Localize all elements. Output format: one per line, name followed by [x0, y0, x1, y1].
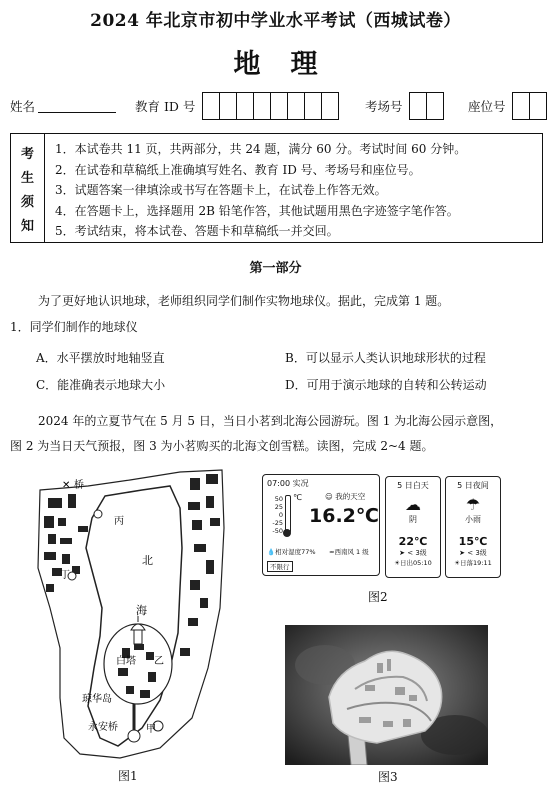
restriction-badge: 不限行	[267, 561, 293, 572]
map-label-bei: 北	[142, 554, 153, 567]
id-label: 教育 ID 号	[135, 99, 196, 114]
map-label-baita: 白塔	[116, 656, 136, 667]
exam-title: 2024 年北京市初中学业水平考试（西城试卷）	[90, 11, 461, 31]
sunset: ☀日落19:11	[454, 559, 492, 567]
question-intro-2-cont: 图 2 为当日天气预报，图 3 为小茗购买的北海文创雪糕。读图，完成 2~4 题。	[10, 439, 434, 453]
notice-list	[55, 139, 538, 242]
notice-item: 2．在试卷和草稿纸上准确填写姓名、教育 ID 号、考场号和座位号。	[55, 162, 421, 177]
weather-day-card	[385, 476, 441, 578]
day-title: 5 日白天	[397, 481, 429, 490]
section-heading: 第一部分	[249, 261, 302, 276]
option-c: C．能准确表示地球大小	[36, 378, 166, 392]
night-temp: 15℃	[458, 535, 488, 548]
notice-item: 4．在答题卡上，选择题用 2B 铅笔作答，其他试题用黑色字迹签字笔作答。	[55, 203, 459, 218]
map-label-yi: 乙	[154, 656, 164, 667]
day-temp: 22℃	[398, 535, 428, 548]
question-intro: 为了更好地认识地球，老师组织同学们制作实物地球仪。据此，完成第 1 题。	[38, 294, 450, 308]
notice-side-label: 考 生 须 知	[11, 134, 45, 242]
weather-now-card: 07:00 实况 ☺ 我的天空 50 25 0 -25 -50 ℃ 16.2℃ 💧相对湿度77% ≈西南风 1 级 不限行	[262, 474, 380, 576]
my-sky-label: ☺ 我的天空	[325, 492, 366, 501]
night-wind: ➤ < 3级	[459, 549, 487, 557]
weather-night-card	[445, 476, 501, 578]
question-stem: 1．同学们制作的地球仪	[10, 320, 138, 334]
map-label-qionghuadao: 琼华岛	[82, 694, 112, 705]
figure-2-caption: 图2	[368, 590, 388, 604]
figure-3-caption: 图3	[378, 770, 398, 784]
ice-cream-photo	[285, 625, 488, 765]
subject-title: 地理	[233, 49, 348, 80]
figure-1-caption: 图1	[118, 769, 138, 783]
day-wind: ➤ < 3级	[399, 549, 427, 557]
humidity-text: 💧相对湿度77%	[267, 548, 316, 556]
option-b: B．可以显示人类认识地球形状的过程	[285, 351, 486, 365]
current-temperature: 16.2℃	[309, 505, 379, 527]
notice-item: 3．试题答案一律填涂或书写在答题卡上，在试卷上作答无效。	[55, 183, 387, 197]
beihai-park-map	[30, 468, 230, 760]
map-label-bing: 丙	[114, 516, 124, 527]
map-label-jia: 甲	[146, 724, 156, 735]
room-label: 考场号	[365, 99, 403, 114]
weather-now-title: 07:00 实况	[267, 479, 309, 488]
thermometer-scale: 50 25 0 -25 -50	[272, 495, 283, 535]
wind-text: ≈西南风 1 级	[329, 548, 369, 556]
map-bridge-icon: ✕	[62, 480, 71, 491]
question-intro-2: 2024 年的立夏节气在 5 月 5 日，当日小茗到北海公园游玩。图 1 为北海公园示意图，	[38, 414, 503, 428]
name-field[interactable]	[38, 112, 116, 113]
exam-notice	[10, 133, 543, 243]
rain-cloud-icon: ☂	[465, 495, 481, 514]
notice-item: 5．考试结束，将本试卷、答题卡和草稿纸一并交回。	[55, 224, 339, 238]
cloud-icon: ☁	[405, 495, 421, 514]
candidate-info-row	[10, 92, 550, 118]
sunrise: ☀日出05:10	[394, 559, 432, 567]
night-title: 5 日夜间	[457, 481, 489, 490]
name-label: 姓名	[10, 99, 36, 114]
night-weather: 小雨	[465, 515, 481, 524]
map-label-ding: 丁	[60, 570, 70, 581]
notice-item: 1．本试卷共 11 页，共两部分，共 24 题，满分 60 分。考试时间 60 分钟。	[55, 142, 467, 156]
option-d: D．可用于演示地球的自转和公转运动	[285, 378, 487, 392]
map-label-bridge: 桥	[74, 480, 84, 491]
map-label-hai: 海	[136, 604, 147, 617]
thermometer-icon	[285, 495, 291, 533]
seat-label: 座位号	[468, 99, 506, 114]
option-a: A．水平摆放时地轴竖直	[36, 351, 165, 365]
day-weather: 阴	[409, 515, 417, 524]
map-label-yonganqiao: 永安桥	[88, 722, 118, 733]
